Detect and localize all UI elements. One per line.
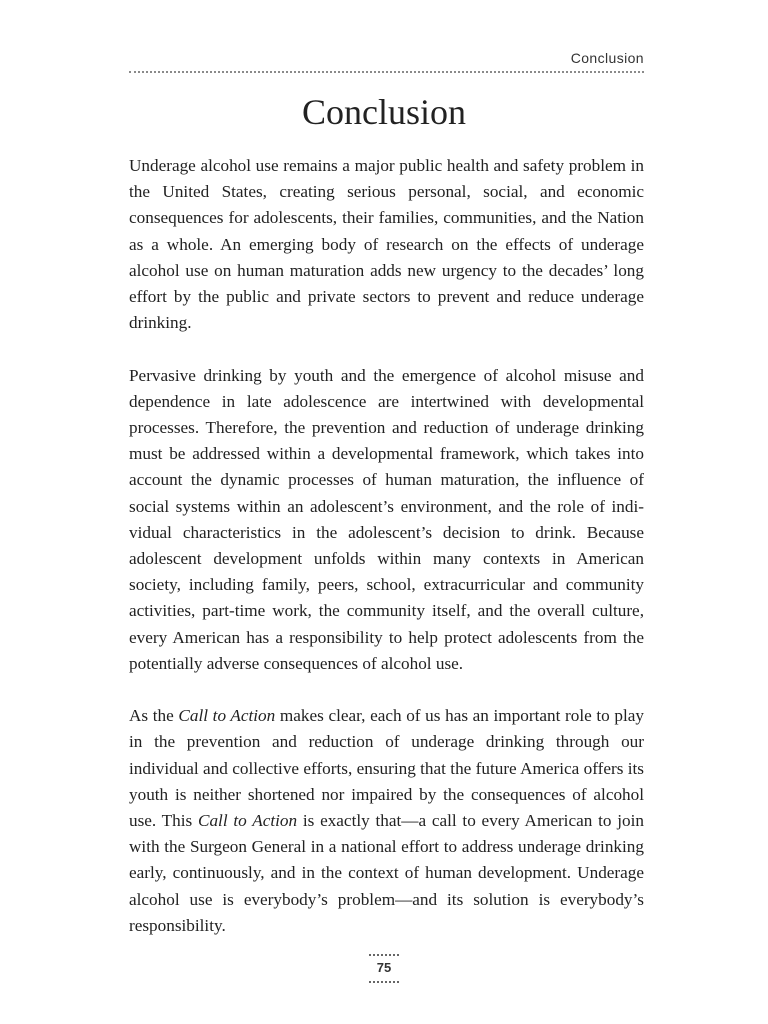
paragraph-1: Underage alcohol use remains a major public health and safety problem in the United States, creating serious personal, social, and economic consequences for adolescents, their families, communities, and the Nation as a whole. An emerging body of research on the effects of underage alcohol use on human maturation adds new urgency to the decades’ long effort by the public and private sectors to prevent and reduce underage drinking. xyxy=(129,156,644,333)
paragraph-3-text-b: makes clear, each of us has an important role to play in the prevention and reduction of underage drinking through our individual and collective efforts, ensuring that the future America offers its youth is neither shortened nor impaired by the consequences of alcohol use. This xyxy=(129,706,644,831)
paragraph-3 xyxy=(129,703,644,939)
call-to-action-title: Call to Action xyxy=(198,811,298,831)
page-number: 75 xyxy=(376,960,392,975)
paragraph-3-text-c: is exactly that—a call to every American to join with the Surgeon General in a national effort to address underage drinking early, continuously, and in the context of human development. Underage alcohol use is everybody’s problem—and its solution is everybody’s responsibility. xyxy=(129,811,644,935)
page-number-bottom-dots xyxy=(369,981,399,983)
header-dotted-rule xyxy=(129,71,644,73)
paragraph-2: Pervasive drinking by youth and the emergence of alcohol misuse and dependence in late adolescence are intertwined with developmental processes. Therefore, the prevention and reduction of underage drinking must be addressed within a developmental framework, which takes into account the dynamic processes of human maturation, the influence of social systems within an adolescent’s environment, and the role of individual characteristics in the adolescent’s decision to drink. Because adolescent development unfolds within many contexts in American society, including family, peers, school, extracurricular and community activities, part-time work, the community itself, and the overall culture, every American has a responsibility to help protect adolescents from the potentially adverse consequences of alcohol use. xyxy=(129,365,644,673)
page-footer xyxy=(0,954,768,983)
body-text xyxy=(129,153,644,965)
page-title: Conclusion xyxy=(301,92,466,132)
running-header: Conclusion xyxy=(570,50,644,66)
call-to-action-title: Call to Action xyxy=(178,706,276,726)
page-number-top-dots xyxy=(369,954,399,956)
paragraph-3-text-a: As the xyxy=(129,706,179,726)
